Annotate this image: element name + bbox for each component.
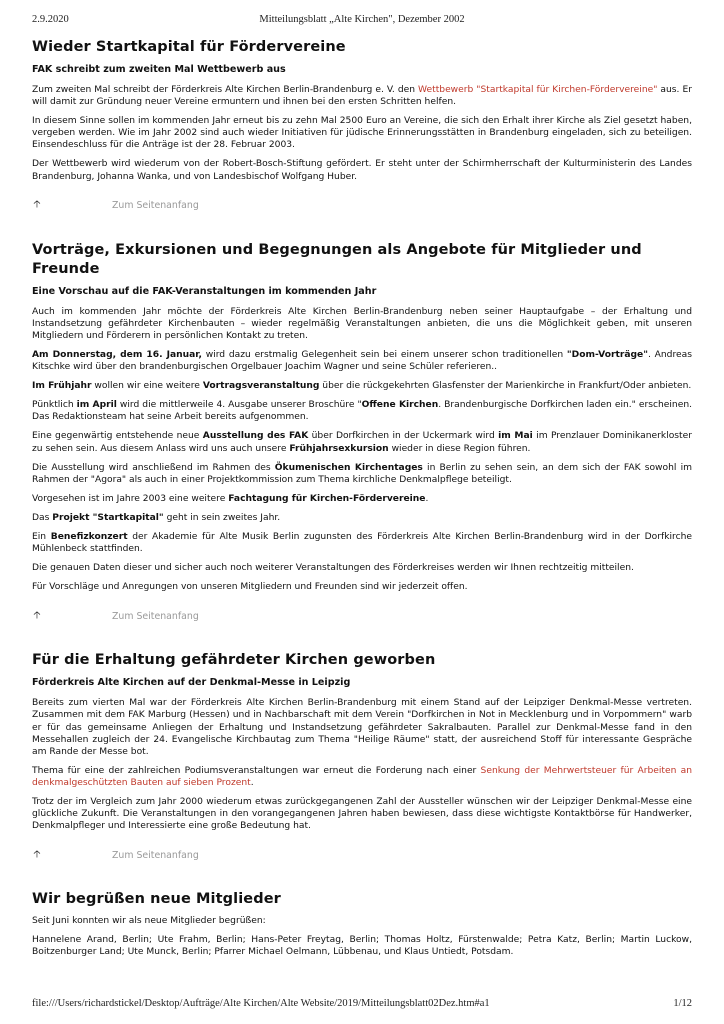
paragraph: Zum zweiten Mal schreibt der Förderkreis Alte Kirchen Berlin-Brandenburg e. V. den Wettbewerb "Startkapital für Kirchen-Fördervereine" aus. Er will damit zur Gründung neuer Vereine ermuntern und ihnen bei den ersten Schritten helfen. — [32, 85, 692, 108]
paragraph: Das Projekt "Startkapital" geht in sein zweites Jahr. — [32, 512, 281, 523]
paragraph: Eine gegenwärtig entstehende neue Ausstellung des FAK über Dorfkirchen in der Uckermark wird im Mai im Prenzlauer Dominikanerkloster zu sehen sein. Aus diesem Anlass wird uns auch unsere Frühjahrsexkursion wieder in diese Region führen. — [32, 431, 692, 454]
back-to-top — [32, 199, 692, 213]
section-startkapital — [32, 38, 692, 213]
competition-link[interactable]: Wettbewerb "Startkapital für Kirchen-Fördervereine" — [418, 85, 658, 95]
arrow-up-icon[interactable]: 🡡 — [33, 199, 41, 211]
paragraph: Die genauen Daten dieser und sicher auch noch weiterer Veranstaltungen des Förderkreises werden wir Ihnen rechtzeitig mitteilen. — [32, 563, 634, 574]
paragraph: Für Vorschläge und Anregungen von unseren Mitgliedern und Freunden sind wir jederzeit offen. — [32, 582, 468, 593]
paragraph: Ein Benefizkonzert der Akademie für Alte Musik Berlin zugunsten des Förderkreis Alte Kirchen Berlin-Brandenburg wird in der Dorfkirche Mühlenbeck stattfinden. — [32, 531, 692, 555]
paragraph: Pünktlich im April wird die mittlerweile 4. Ausgabe unserer Broschüre "Offene Kirchen. Brandenburgische Dorfkirchen laden ein." erscheinen. Das Redaktionsteam hat seine Arbeit bereits aufgenommen. — [32, 400, 692, 423]
back-to-top — [32, 848, 692, 862]
section-vortraege — [32, 241, 692, 624]
section-heading: Vorträge, Exkursionen und Begegnungen als Angebote für Mitglieder und Freunde — [32, 241, 642, 277]
section-neue-mitglieder — [32, 890, 692, 958]
print-footer — [32, 998, 692, 1012]
paragraph: Am Donnerstag, dem 16. Januar, wird dazu erstmalig Gelegenheit sein bei einem unserer schon traditionellen "Dom-Vorträge". Andreas Kitschke wird über den brandenburgischen Orgelbauer Joachim Wagner und seine Schüler referieren.. — [32, 349, 692, 373]
paragraph: Die Ausstellung wird anschließend im Rahmen des Ökumenischen Kirchentages in Berlin zu sehen sein, an dem sich der FAK sowohl im Rahmen der "Agora" als auch in einer Projektkommission zum Thema kirchliche Denkmalpflege beteiligt. — [32, 462, 693, 485]
page-number: 1/12 — [673, 998, 692, 1009]
print-date: 2.9.2020 — [32, 14, 69, 25]
vat-reduction-link[interactable]: Senkung der Mehrwertsteuer für Arbeiten an denkmalgeschützten Bauten auf sieben Prozent — [32, 765, 692, 788]
paragraph: Trotz der im Vergleich zum Jahr 2000 wiederum etwas zurückgegangenen Zahl der Aussteller wünschen wir der Leipziger Denkmal-Messe eine glückliche Zukunft. Die Veranstaltungen in den vorangegangenen Jahren haben bewiesen, dass diese wichtigste Kontaktbörse für Handwerker, Denkmalpfleger und Interessierte eine große Bedeutung hat. — [32, 797, 692, 832]
paragraph: Auch im kommenden Jahr möchte der Förderkreis Alte Kirchen Berlin-Brandenburg neben seiner Hauptaufgabe – der Erhaltung und Instandsetzung gefährdeter Kirchenbauten – wieder regelmäßig Veranstaltungen anbieten, die uns die Möglichkeit geben, mit unseren Mitgliedern und Förderern in persönlichen Kontakt zu treten. — [32, 306, 692, 341]
section-subheading: Eine Vorschau auf die FAK-Veranstaltungen im kommenden Jahr — [32, 285, 377, 297]
back-to-top — [32, 609, 692, 623]
arrow-up-icon[interactable]: 🡡 — [33, 848, 41, 860]
section-heading: Wir begrüßen neue Mitglieder — [32, 891, 281, 908]
paragraph: Thema für eine der zahlreichen Podiumsveranstaltungen war erneut die Forderung nach einer Senkung der Mehrwertsteuer für Arbeiten an denkmalgeschützten Bauten auf sieben Prozent. — [32, 765, 692, 788]
print-header — [32, 14, 692, 30]
back-to-top-link[interactable]: Zum Seitenanfang — [112, 610, 199, 622]
section-denkmal-messe — [32, 651, 692, 862]
section-heading: Wieder Startkapital für Fördervereine — [32, 39, 346, 55]
print-title: Mitteilungsblatt „Alte Kirchen", Dezember 2002 — [259, 14, 465, 25]
paragraph: Der Wettbewerb wird wiederum von der Robert-Bosch-Stiftung gefördert. Er steht unter der Schirmherrschaft der Kulturministerin des Landes Brandenburg, Johanna Wanka, und von Landesbischof Wolfgang Huber. — [32, 159, 692, 182]
paragraph: In diesem Sinne sollen im kommenden Jahr erneut bis zu zehn Mal 2500 Euro an Vereine, die sich den Erhalt ihrer Kirche als Ziel gesetzt haben, vergeben werden. Wie im Jahr 2002 sind auch wieder Initiativen für jüdische Erinnerungsstätten in Brandenburg eingeladen, sich zu beteiligen. Einsendeschluss für die Anträge ist der 28. Februar 2003. — [32, 116, 692, 151]
paragraph: Vorgesehen ist im Jahre 2003 eine weitere Fachtagung für Kirchen-Fördervereine. — [32, 493, 429, 504]
paragraph: Im Frühjahr wollen wir eine weitere Vortragsveranstaltung über die rückgekehrten Glasfenster der Marienkirche in Frankfurt/Oder anbieten. — [32, 381, 692, 392]
back-to-top-link[interactable]: Zum Seitenanfang — [112, 200, 199, 212]
section-subheading: FAK schreibt zum zweiten Mal Wettbewerb aus — [32, 64, 286, 75]
page-content — [32, 38, 692, 966]
arrow-up-icon[interactable]: 🡡 — [33, 609, 41, 621]
paragraph: Bereits zum vierten Mal war der Förderkreis Alte Kirchen Berlin-Brandenburg mit einem Stand auf der Leipziger Denkmal-Messe vertreten. Zusammen mit dem FAK Marburg (Hessen) und in Nachbarschaft mit dem Verein "Dorfkirchen in Not in Mecklenburg und in Vorpommern" warb er für das gemeinsame Anliegen der Erhaltung und Instandsetzung gefährdeter Sakralbauten. Parallel zur Denkmal-Messe fand in den Messehallen zugleich der 24. Evangelische Kirchbautag zum Thema "Heilige Räume" statt, der ausreichend Stoff für interessante Gespräche am Rande der Messe bot. — [32, 698, 692, 757]
back-to-top-link[interactable]: Zum Seitenanfang — [112, 849, 199, 861]
paragraph: Seit Juni konnten wir als neue Mitglieder begrüßen: — [32, 916, 266, 927]
paragraph: Hannelene Arand, Berlin; Ute Frahm, Berlin; Hans-Peter Freytag, Berlin; Thomas Holtz, Fürstenwalde; Petra Katz, Berlin; Martin Luckow, Boitzenburger Land; Ute Munck, Berlin; Pfarrer Michael Oelmann, Lübbenau, und Klaus Untiedt, Potsdam. — [32, 935, 692, 958]
print-url: file:///Users/richardstickel/Desktop/Aufträge/Alte Kirchen/Alte Website/2019/Mitteilungsblatt02Dez.htm#a1 — [32, 998, 490, 1009]
section-heading: Für die Erhaltung gefährdeter Kirchen geworben — [32, 652, 436, 669]
section-subheading: Förderkreis Alte Kirchen auf der Denkmal-Messe in Leipzig — [32, 677, 351, 689]
